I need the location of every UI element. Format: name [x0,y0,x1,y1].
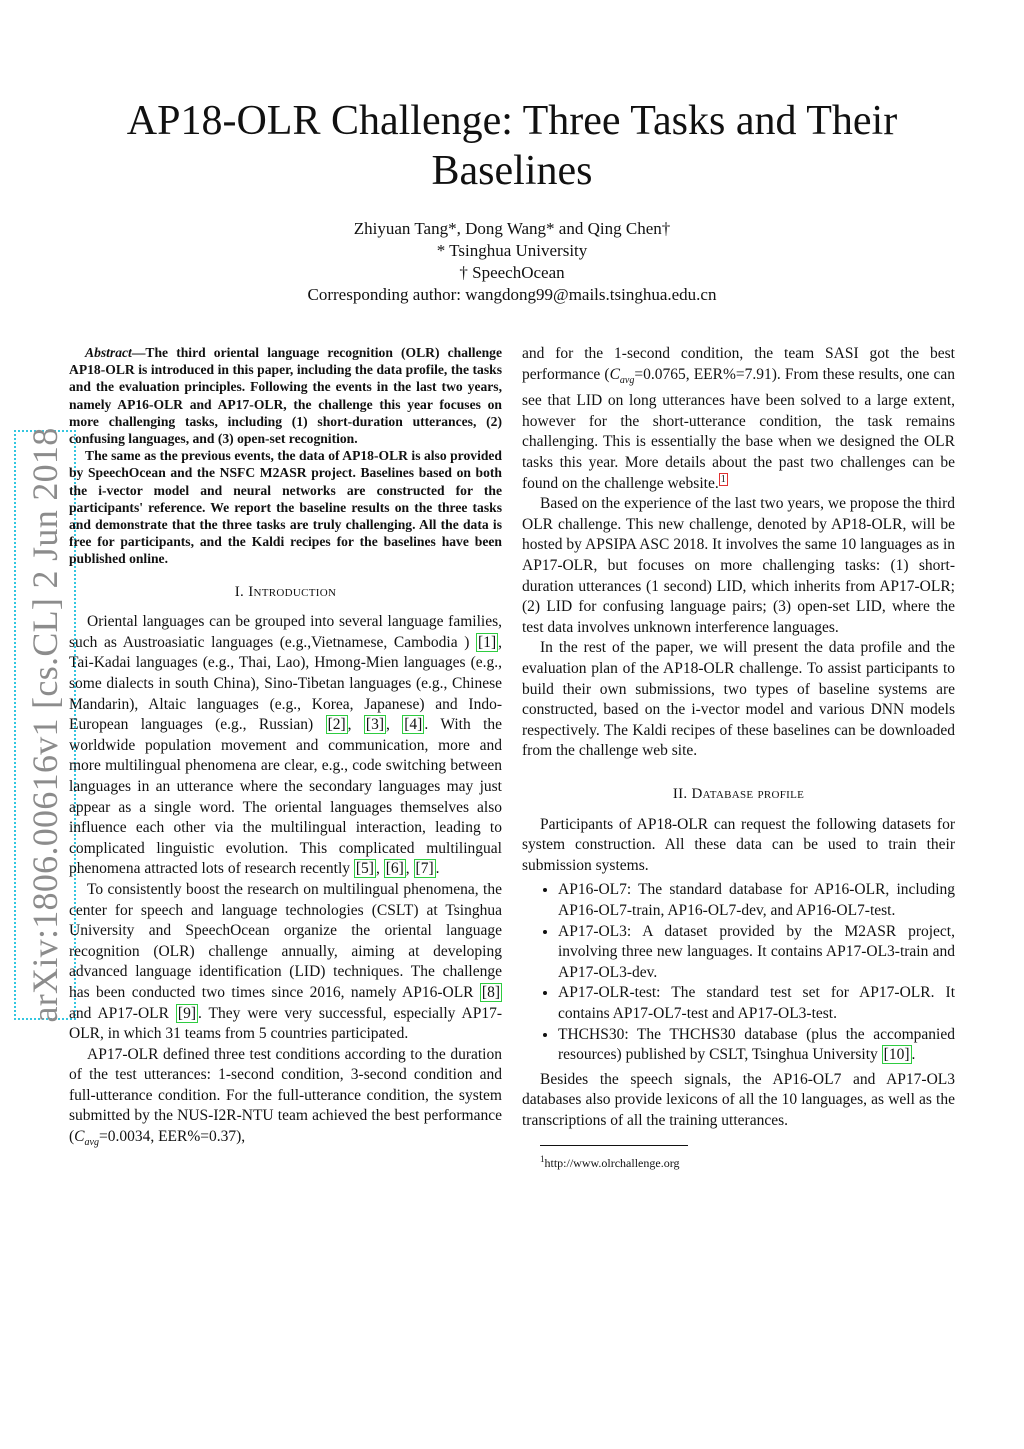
section-title: Introduction [248,583,337,600]
arxiv-stamp[interactable] [14,427,76,1023]
left-column [69,344,502,1154]
text-run: , [375,860,384,878]
footnote-mark: 1 [540,1154,545,1165]
text-run: =0.0765, EER%=7.91). From these results, one can see that LID on long utterances have been solved to a large extent, however for the short-utterance condition, the task remains challenging. This is essentially the base when we designed the OLR tasks this year. More details about the past two challenges can be found on the challenge website. [522,365,955,492]
intro-paragraph-2 [69,880,502,1045]
footnote-url[interactable]: http://www.olrchallenge.org [544,1156,680,1171]
citation-link[interactable]: [9] [177,1004,196,1022]
text-run: . [911,1046,916,1064]
section-title: Database profile [691,785,805,802]
text-run: and AP17-OLR [69,1004,176,1022]
footnote-link[interactable]: 1 [720,473,726,485]
intro-paragraph-3 [69,1045,502,1154]
section-heading-database-profile [522,784,955,805]
text-run: . They were very successful, especially AP17-OLR, in which 31 teams from 5 countries participated. [69,1004,502,1043]
section-heading-introduction [69,582,502,603]
text-run: . With the worldwide population movement and communication, more and more multilingual phenomena are clear, e.g., code switching between languages in an utterance where the secondary languages may just appear as a single word. The oriental languages themselves also influence each other via the multilingual interaction, leading to complicated linguistic evolution. This complicated multilingual phenomena attracted lots of research recently [69,716,503,878]
right-paragraph-1 [522,344,955,494]
right-paragraph-3: In the rest of the paper, we will present the data profile and the evaluation plan of the AP18-OLR challenge. To assist participants to build their own submissions, two types of baseline systems are constructed, based on the i-vector model and various DNN models respectively. The Kaldi recipes of these baselines can be downloaded from the challenge web site. [522,639,955,760]
text-run: Oriental languages can be grouped into several language families, such as Austroasiatic languages (e.g.,Vietnamese, Cambodia ) [69,613,502,651]
section-number: I. [234,583,245,600]
text-run: , [405,860,414,878]
citation-link[interactable]: [7] [415,860,434,878]
citation-link[interactable]: [5] [355,860,374,878]
text-run: , [347,716,364,734]
arxiv-stamp-text: arXiv:1806.00616v1 [cs.CL] 2 Jun 2018 [25,427,65,1023]
citation-link[interactable]: [6] [385,860,404,878]
citation-link[interactable]: [4] [404,716,423,734]
corresponding-author: Corresponding author: wangdong99@mails.tsinghua.edu.cn [307,285,717,304]
abstract-paragraph-1 [69,344,502,447]
abstract-label: Abstract [85,345,132,360]
text-run: =0.0034, EER%=0.37), [98,1128,246,1146]
citation-link[interactable]: [3] [365,716,384,734]
text-run: . [435,860,440,878]
affiliation-1: * Tsinghua University [436,241,588,260]
section-number: II. [672,785,688,802]
text-run: AP17-OLR defined three test conditions according to the duration of the test utterances: 1-second condition, 3-second condition and full-utterance condition. For the full-utterance condition, the system submitted by the NUS-I2R-NTU team achieved the best performance ( [69,1045,502,1146]
dataset-list [522,880,955,1065]
author-names: Zhiyuan Tang*, Dong Wang* and Qing Chen† [353,219,671,238]
math-symbol: C [609,365,620,383]
list-item: • AP16-OL7: The standard database for AP16-OLR, including AP16-OL7-train, AP16-OL7-dev, and AP16-OL7-test. [558,880,955,921]
paper-title: AP18-OLR Challenge: Three Tasks and Their Baselines [126,98,898,194]
text-run: and for the 1-second condition, the team SASI got the best performance ( [522,345,955,383]
abstract-text-1: —The third oriental language recognition (OLR) challenge AP18-OLR is introduced in this paper, including the data profile, the tasks and the evaluation principles. Following the events in the last two years, namely AP16-OLR and AP17-OLR, the challenge this year focuses on more challenging tasks, including (1) short-duration utterances, (2) confusing languages, and (3) open-set recognition. [69,345,502,447]
math-symbol: C [74,1128,85,1146]
right-paragraph-2: Based on the experience of the last two years, we propose the third OLR challenge. This new challenge, denoted by AP18-OLR, will be hosted by APSIPA ASC 2018. It involves the same 10 languages as in AP17-OLR, but focuses on more challenging tasks: (1) short-duration utterances (1 second) LID, which inherits from AP17-OLR; (2) LID for confusing language pairs; (3) open-set LID, where the test data involves unknown interference languages. [522,495,955,636]
list-item [558,1025,955,1066]
citation-link[interactable]: [8] [481,983,500,1001]
text-run: To consistently boost the research on multilingual phenomena, the center for speech and language technologies (CSLT) at Tsinghua University and SpeechOcean organize the oriental language recognition (OLR) challenge annually, aiming at developing advanced language identification (LID) techniques. The challenge has been conducted two times since 2016, namely AP16-OLR [69,880,502,1001]
math-subscript: avg [619,374,635,386]
footnote [522,1152,955,1171]
list-item: • AP17-OL3: A dataset provided by the M2ASR project, involving three new languages. It contains AP17-OL3-train and AP17-OL3-dev. [558,922,955,984]
right-column [522,344,955,1171]
math-subscript: avg [84,1137,99,1149]
database-paragraph-1: Participants of AP18-OLR can request the following datasets for system construction. All these data can be used to train their submission systems. [522,815,955,874]
citation-link[interactable]: [10] [883,1046,910,1064]
footnote-divider [540,1145,688,1146]
text-run: THCHS30: The THCHS30 database (plus the accompanied resources) published by CSLT, Tsinghua University [558,1025,955,1064]
author-block [100,218,924,306]
citation-link[interactable]: [2] [327,716,346,734]
intro-paragraph-1 [69,612,502,880]
database-paragraph-2: Besides the speech signals, the AP16-OL7 and AP17-OL3 databases also provide lexicons of all the 10 languages, as well as the transcriptions of all the training utterances. [522,1070,955,1129]
abstract-paragraph-2: The same as the previous events, the data of AP18-OLR is also provided by SpeechOcean and the NSFC M2ASR project. Baselines based on both the i-vector model and neural networks are constructed for the participants' reference. We report the baseline results on the three tasks and demonstrate that the three tasks are truly challenging. All the data is free for participants, and the Kaldi recipes for the baselines have been published online. [69,448,502,567]
affiliation-2: † SpeechOcean [459,263,565,282]
list-item: • AP17-OLR-test: The standard test set for AP17-OLR. It contains AP17-OL7-test and AP17-OL3-test. [558,983,955,1024]
text-run: , Tai-Kadai languages (e.g., Thai, Lao), Hmong-Mien languages (e.g., some dialects in south China), Sino-Tibetan languages (e.g., Chinese Mandarin), Altaic languages (e.g., Korea, Japanese) and Indo-European languages (e.g., Russian) [69,633,502,734]
text-run: , [386,716,403,734]
citation-link[interactable]: [1] [478,633,497,651]
abstract [69,344,502,568]
